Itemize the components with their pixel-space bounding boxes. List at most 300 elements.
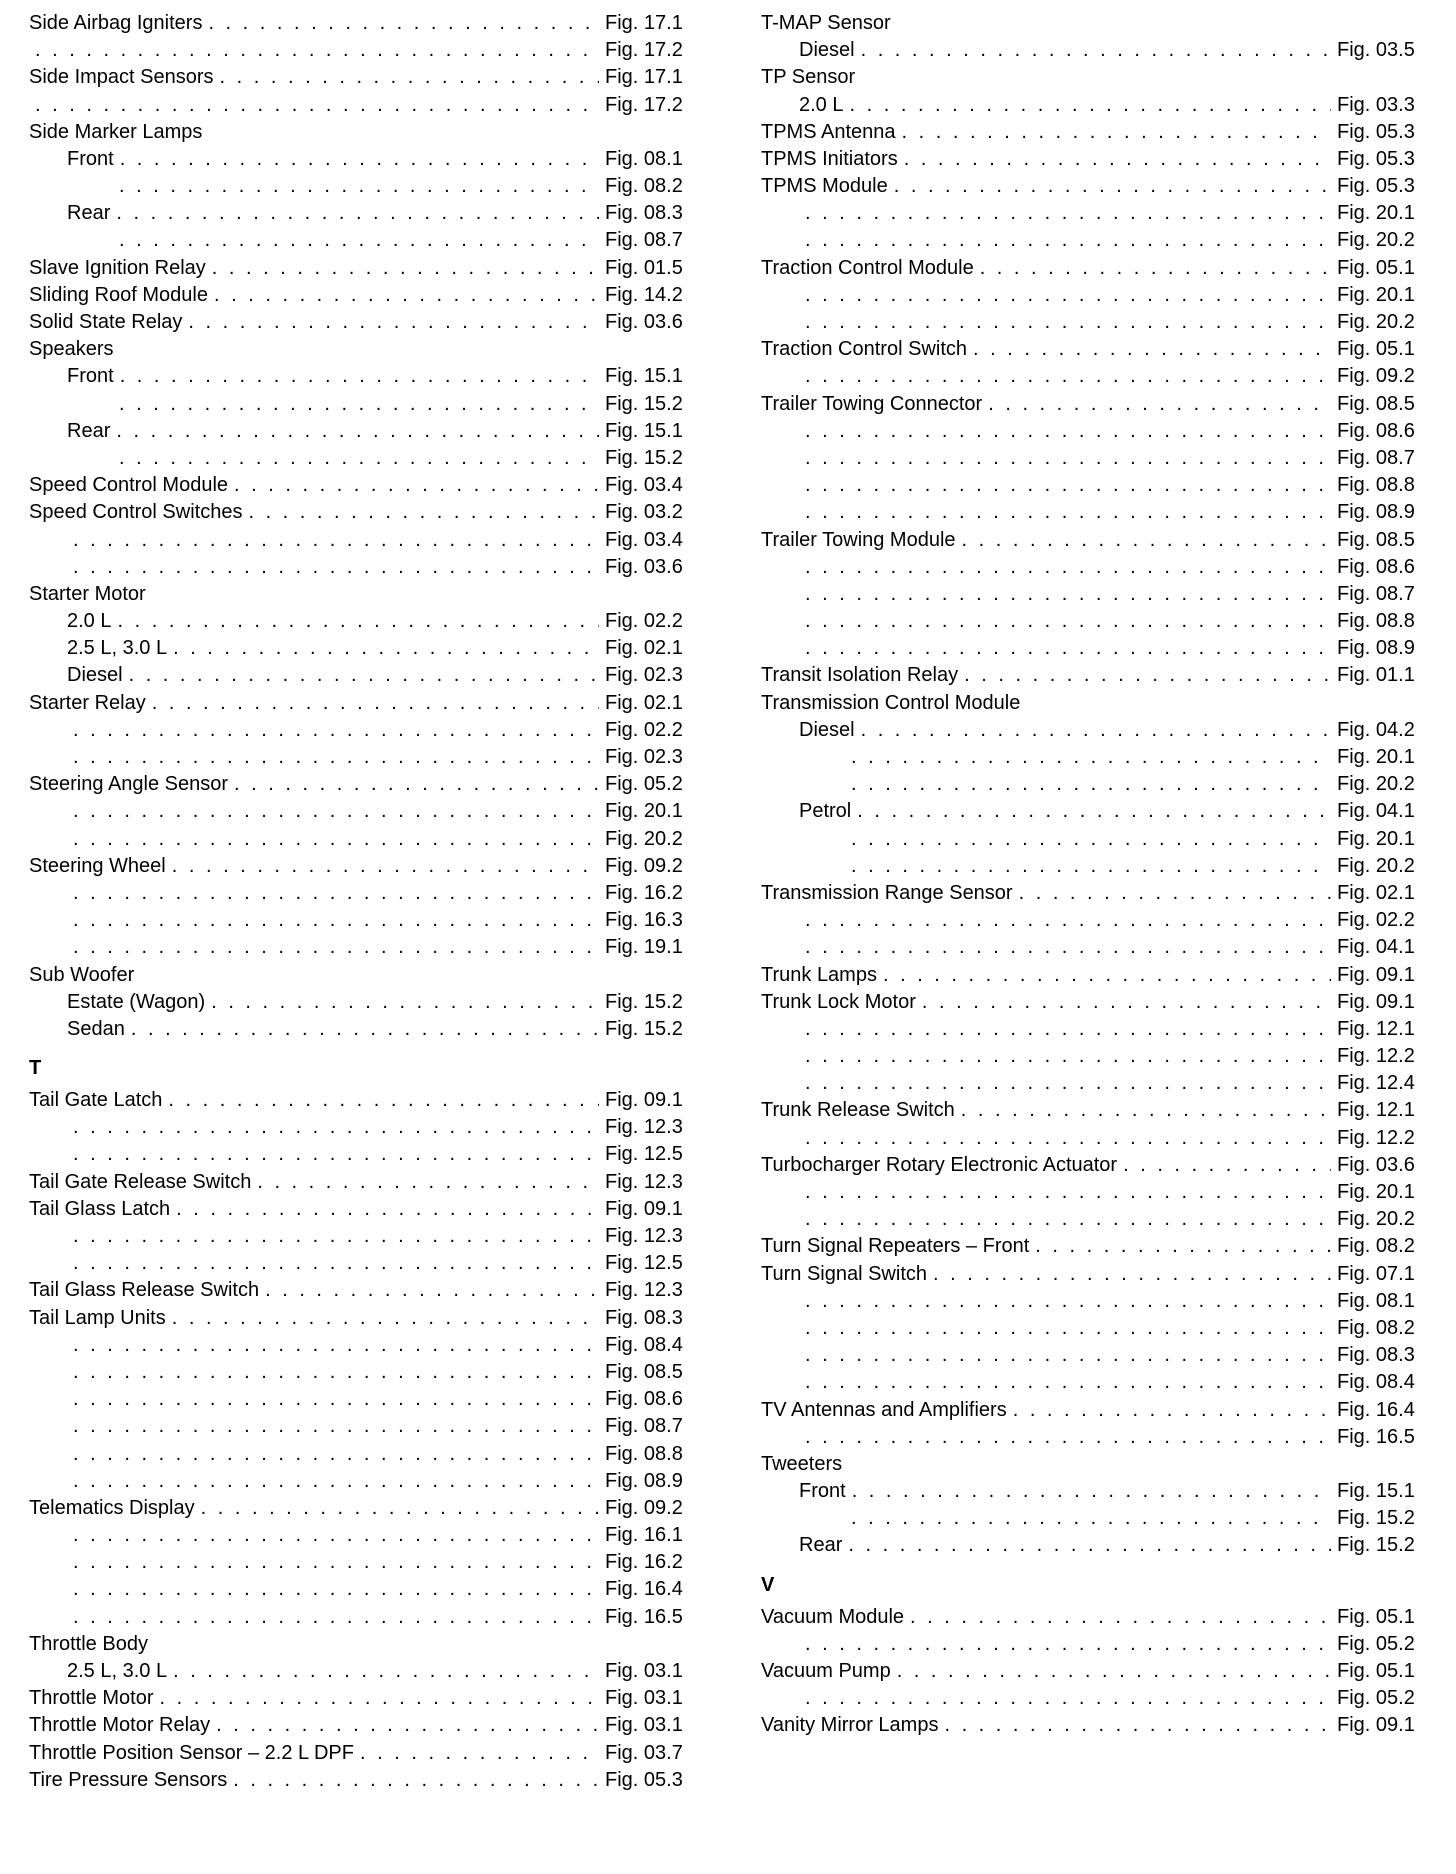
figure-reference: Fig. 07.1 xyxy=(1337,1262,1415,1285)
index-entry xyxy=(761,608,1421,635)
figure-reference: Fig. 09.1 xyxy=(1337,963,1415,986)
dot-leader xyxy=(212,255,599,282)
dot-leader xyxy=(988,391,1331,418)
figure-reference: Fig. 08.1 xyxy=(605,147,683,170)
figure-reference: Fig. 08.6 xyxy=(605,1388,683,1411)
index-entry xyxy=(29,282,689,309)
dot-leader xyxy=(208,10,599,37)
entry-label: 2.0 L xyxy=(799,93,844,116)
dot-leader xyxy=(805,1043,1331,1070)
entry-label: Sliding Roof Module xyxy=(29,283,208,306)
figure-reference: Fig. 03.4 xyxy=(605,474,683,497)
entry-label: Trunk Lock Motor xyxy=(761,990,916,1013)
entry-label: Traction Control Module xyxy=(761,256,974,279)
index-entry xyxy=(761,826,1421,853)
entry-label: Starter Motor xyxy=(29,582,146,605)
dot-leader xyxy=(857,798,1331,825)
dot-leader xyxy=(848,1532,1331,1559)
index-entry xyxy=(29,1114,689,1141)
figure-reference: Fig. 17.1 xyxy=(605,11,683,34)
dot-leader xyxy=(851,1505,1331,1532)
figure-reference: Fig. 19.1 xyxy=(605,936,683,959)
index-entry xyxy=(29,989,689,1016)
index-entry xyxy=(29,336,689,363)
index-entry xyxy=(761,1478,1421,1505)
dot-leader xyxy=(152,690,599,717)
dot-leader xyxy=(851,771,1331,798)
index-entry xyxy=(761,1424,1421,1451)
figure-reference: Fig. 12.2 xyxy=(1337,1045,1415,1068)
section-letter-t: T xyxy=(29,1057,42,1080)
entry-label: Tail Gate Latch xyxy=(29,1089,163,1112)
figure-reference: Fig. 08.7 xyxy=(1337,582,1415,605)
index-entry xyxy=(761,1658,1421,1685)
figure-reference: Fig. 09.1 xyxy=(1337,990,1415,1013)
dot-leader xyxy=(188,309,599,336)
dot-leader xyxy=(805,1070,1331,1097)
dot-leader xyxy=(220,64,599,91)
entry-label: Front xyxy=(799,1480,846,1503)
dot-leader xyxy=(35,37,599,64)
index-entry xyxy=(761,989,1421,1016)
figure-reference: Fig. 15.2 xyxy=(1337,1534,1415,1557)
index-entry xyxy=(761,499,1421,526)
dot-leader xyxy=(805,907,1331,934)
figure-reference: Fig. 09.2 xyxy=(1337,365,1415,388)
figure-reference: Fig. 02.1 xyxy=(605,637,683,660)
index-entry xyxy=(761,1342,1421,1369)
dot-leader xyxy=(805,1206,1331,1233)
entry-label: Turbocharger Rotary Electronic Actuator xyxy=(761,1153,1118,1176)
figure-reference: Fig. 16.3 xyxy=(605,909,683,932)
index-entry xyxy=(29,690,689,717)
dot-leader xyxy=(248,499,599,526)
index-entry xyxy=(761,200,1421,227)
dot-leader xyxy=(73,1141,599,1168)
dot-leader xyxy=(849,92,1331,119)
dot-leader xyxy=(962,527,1331,554)
index-entry xyxy=(29,1332,689,1359)
index-entry xyxy=(29,64,689,91)
figure-reference: Fig. 05.1 xyxy=(1337,1660,1415,1683)
dot-leader xyxy=(805,1342,1331,1369)
index-entry xyxy=(761,1397,1421,1424)
index-column-left xyxy=(29,10,689,1794)
index-entry xyxy=(29,1413,689,1440)
index-entry xyxy=(29,1305,689,1332)
index-entry xyxy=(29,1658,689,1685)
dot-leader xyxy=(265,1277,599,1304)
entry-label: Throttle Body xyxy=(29,1632,148,1655)
dot-leader xyxy=(201,1495,599,1522)
figure-reference: Fig. 20.1 xyxy=(1337,202,1415,225)
index-entry xyxy=(29,1549,689,1576)
figure-reference: Fig. 20.1 xyxy=(1337,283,1415,306)
figure-reference: Fig. 15.1 xyxy=(605,419,683,442)
dot-leader xyxy=(360,1740,599,1767)
figure-reference: Fig. 16.2 xyxy=(605,1551,683,1574)
figure-reference: Fig. 08.3 xyxy=(1337,1344,1415,1367)
index-entry xyxy=(761,418,1421,445)
entry-label: Starter Relay xyxy=(29,691,146,714)
dot-leader xyxy=(902,119,1331,146)
figure-reference: Fig. 02.2 xyxy=(1337,909,1415,932)
dot-leader xyxy=(851,744,1331,771)
figure-reference: Fig. 05.3 xyxy=(1337,120,1415,143)
index-entry xyxy=(29,255,689,282)
entry-label: Trailer Towing Module xyxy=(761,528,956,551)
index-entry xyxy=(29,962,689,989)
entry-label: Turn Signal Repeaters – Front xyxy=(761,1235,1030,1258)
dot-leader xyxy=(805,282,1331,309)
index-entry xyxy=(29,200,689,227)
figure-reference: Fig. 17.1 xyxy=(605,66,683,89)
index-entry xyxy=(29,1767,689,1794)
entry-label: Throttle Position Sensor – 2.2 L DPF xyxy=(29,1741,354,1764)
entry-label: Vacuum Pump xyxy=(761,1660,891,1683)
figure-reference: Fig. 15.1 xyxy=(605,365,683,388)
figure-reference: Fig. 08.5 xyxy=(1337,392,1415,415)
index-entry xyxy=(761,1233,1421,1260)
index-entry xyxy=(29,472,689,499)
figure-reference: Fig. 12.1 xyxy=(1337,1017,1415,1040)
dot-leader xyxy=(73,1522,599,1549)
entry-label: Tail Gate Release Switch xyxy=(29,1170,252,1193)
figure-reference: Fig. 05.3 xyxy=(605,1768,683,1791)
entry-label: Tail Glass Release Switch xyxy=(29,1279,260,1302)
figure-reference: Fig. 08.2 xyxy=(1337,1235,1415,1258)
dot-leader xyxy=(73,1386,599,1413)
dot-leader xyxy=(73,1332,599,1359)
dot-leader xyxy=(1019,880,1331,907)
index-entry xyxy=(29,1441,689,1468)
figure-reference: Fig. 08.8 xyxy=(1337,610,1415,633)
index-entry xyxy=(761,445,1421,472)
figure-reference: Fig. 05.1 xyxy=(1337,256,1415,279)
figure-reference: Fig. 20.1 xyxy=(605,800,683,823)
entry-label: 2.5 L, 3.0 L xyxy=(67,637,168,660)
dot-leader xyxy=(922,989,1331,1016)
index-entry xyxy=(29,391,689,418)
figure-reference: Fig. 08.9 xyxy=(605,1469,683,1492)
index-entry xyxy=(29,1250,689,1277)
index-entry xyxy=(761,309,1421,336)
dot-leader xyxy=(1035,1233,1331,1260)
dot-leader xyxy=(73,717,599,744)
dot-leader xyxy=(234,771,599,798)
dot-leader xyxy=(805,608,1331,635)
index-entry xyxy=(29,92,689,119)
index-entry xyxy=(29,581,689,608)
dot-leader xyxy=(851,826,1331,853)
index-entry xyxy=(29,880,689,907)
figure-reference: Fig. 02.2 xyxy=(605,610,683,633)
dot-leader xyxy=(129,662,599,689)
figure-reference: Fig. 12.3 xyxy=(605,1279,683,1302)
index-entry xyxy=(29,1468,689,1495)
entry-label: Sub Woofer xyxy=(29,963,135,986)
dot-leader xyxy=(861,37,1331,64)
figure-reference: Fig. 09.2 xyxy=(605,854,683,877)
dot-leader xyxy=(961,1097,1331,1124)
entry-label: Transit Isolation Relay xyxy=(761,664,959,687)
index-entry xyxy=(761,119,1421,146)
entry-label: TPMS Initiators xyxy=(761,147,898,170)
figure-reference: Fig. 09.1 xyxy=(1337,1714,1415,1737)
index-entry xyxy=(29,934,689,961)
figure-reference: Fig. 02.3 xyxy=(605,664,683,687)
dot-leader xyxy=(131,1016,599,1043)
index-entry xyxy=(761,690,1421,717)
dot-leader xyxy=(117,608,599,635)
index-entry xyxy=(761,1685,1421,1712)
index-entry xyxy=(29,826,689,853)
figure-reference: Fig. 12.3 xyxy=(605,1170,683,1193)
entry-label: Front xyxy=(67,147,114,170)
entry-label: Transmission Range Sensor xyxy=(761,881,1013,904)
dot-leader xyxy=(159,1685,599,1712)
figure-reference: Fig. 08.6 xyxy=(1337,555,1415,578)
dot-leader xyxy=(805,227,1331,254)
figure-reference: Fig. 20.2 xyxy=(1337,854,1415,877)
figure-reference: Fig. 05.3 xyxy=(1337,147,1415,170)
dot-leader xyxy=(119,445,599,472)
figure-reference: Fig. 20.2 xyxy=(1337,311,1415,334)
figure-reference: Fig. 05.2 xyxy=(1337,1687,1415,1710)
figure-reference: Fig. 08.5 xyxy=(1337,528,1415,551)
index-entry xyxy=(761,907,1421,934)
figure-reference: Fig. 15.2 xyxy=(605,990,683,1013)
index-entry xyxy=(761,962,1421,989)
figure-reference: Fig. 02.1 xyxy=(605,691,683,714)
dot-leader xyxy=(234,472,599,499)
index-entry xyxy=(761,527,1421,554)
figure-reference: Fig. 03.3 xyxy=(1337,93,1415,116)
entry-label: Vacuum Module xyxy=(761,1605,905,1628)
dot-leader xyxy=(73,934,599,961)
index-entry xyxy=(761,1712,1421,1739)
entry-label: Side Marker Lamps xyxy=(29,120,203,143)
dot-leader xyxy=(805,934,1331,961)
dot-leader xyxy=(119,227,599,254)
figure-reference: Fig. 08.6 xyxy=(1337,419,1415,442)
index-entry xyxy=(29,418,689,445)
dot-leader xyxy=(172,1305,599,1332)
index-entry xyxy=(29,527,689,554)
index-entry xyxy=(761,934,1421,961)
dot-leader xyxy=(120,146,599,173)
figure-reference: Fig. 08.3 xyxy=(605,1306,683,1329)
index-entry xyxy=(29,1712,689,1739)
dot-leader xyxy=(805,1288,1331,1315)
index-entry xyxy=(761,581,1421,608)
figure-reference: Fig. 03.6 xyxy=(605,555,683,578)
figure-reference: Fig. 20.2 xyxy=(1337,229,1415,252)
figure-reference: Fig. 16.4 xyxy=(605,1578,683,1601)
entry-label: Tail Lamp Units xyxy=(29,1306,166,1329)
figure-reference: Fig. 05.1 xyxy=(1337,338,1415,361)
index-entry xyxy=(29,146,689,173)
entry-label: Front xyxy=(67,365,114,388)
figure-reference: Fig. 03.7 xyxy=(605,1741,683,1764)
dot-leader xyxy=(805,581,1331,608)
entry-label: Solid State Relay xyxy=(29,311,183,334)
dot-leader xyxy=(116,200,599,227)
entry-label: Estate (Wagon) xyxy=(67,990,206,1013)
figure-reference: Fig. 16.2 xyxy=(605,881,683,904)
dot-leader xyxy=(73,1576,599,1603)
index-entry xyxy=(29,1223,689,1250)
index-entry xyxy=(761,853,1421,880)
figure-reference: Fig. 08.8 xyxy=(605,1442,683,1465)
figure-reference: Fig. 08.2 xyxy=(1337,1316,1415,1339)
dot-leader xyxy=(1013,1397,1331,1424)
dot-leader xyxy=(73,1441,599,1468)
entry-label: 2.5 L, 3.0 L xyxy=(67,1660,168,1683)
figure-reference: Fig. 15.1 xyxy=(1337,1480,1415,1503)
index-entry xyxy=(29,771,689,798)
entry-label: Rear xyxy=(799,1534,843,1557)
dot-leader xyxy=(73,1549,599,1576)
figure-reference: Fig. 17.2 xyxy=(605,39,683,62)
dot-leader xyxy=(805,1125,1331,1152)
figure-reference: Fig. 03.1 xyxy=(605,1660,683,1683)
entry-label: Rear xyxy=(67,419,111,442)
figure-reference: Fig. 08.1 xyxy=(1337,1289,1415,1312)
entry-label: Steering Wheel xyxy=(29,854,166,877)
entry-label: TP Sensor xyxy=(761,66,856,89)
index-entry xyxy=(761,1604,1421,1631)
index-entry xyxy=(29,1169,689,1196)
index-entry xyxy=(29,1495,689,1522)
dot-leader xyxy=(73,1223,599,1250)
dot-leader xyxy=(894,173,1331,200)
dot-leader xyxy=(910,1604,1331,1631)
index-entry xyxy=(761,554,1421,581)
index-column-right xyxy=(761,10,1421,1740)
index-entry xyxy=(761,228,1421,255)
index-entry xyxy=(761,1070,1421,1097)
entry-label: Side Impact Sensors xyxy=(29,66,214,89)
figure-reference: Fig. 09.1 xyxy=(605,1089,683,1112)
index-entry xyxy=(761,1369,1421,1396)
dot-leader xyxy=(897,1658,1331,1685)
dot-leader xyxy=(861,717,1331,744)
index-entry xyxy=(761,1098,1421,1125)
entry-label: Vanity Mirror Lamps xyxy=(761,1714,939,1737)
index-entry xyxy=(761,92,1421,119)
index-entry xyxy=(29,1277,689,1304)
dot-leader xyxy=(1123,1152,1331,1179)
index-entry xyxy=(29,1142,689,1169)
index-entry xyxy=(761,1179,1421,1206)
entry-label: Diesel xyxy=(67,664,123,687)
dot-leader xyxy=(73,1413,599,1440)
index-entry xyxy=(29,445,689,472)
index-entry xyxy=(29,1386,689,1413)
index-entry xyxy=(761,1043,1421,1070)
entry-label: Traction Control Switch xyxy=(761,338,967,361)
figure-reference: Fig. 03.1 xyxy=(605,1714,683,1737)
index-entry xyxy=(29,363,689,390)
index-entry xyxy=(761,717,1421,744)
dot-leader xyxy=(35,92,599,119)
index-entry xyxy=(29,1685,689,1712)
figure-reference: Fig. 03.4 xyxy=(605,528,683,551)
figure-reference: Fig. 03.5 xyxy=(1337,39,1415,62)
entry-label: Tweeters xyxy=(761,1452,843,1475)
figure-reference: Fig. 02.2 xyxy=(605,718,683,741)
entry-label: TV Antennas and Amplifiers xyxy=(761,1398,1007,1421)
dot-leader xyxy=(805,1016,1331,1043)
dot-leader xyxy=(120,363,599,390)
dot-leader xyxy=(173,1658,599,1685)
dot-leader xyxy=(73,826,599,853)
dot-leader xyxy=(805,1179,1331,1206)
entry-label: Speakers xyxy=(29,338,114,361)
dot-leader xyxy=(805,1685,1331,1712)
figure-reference: Fig. 03.2 xyxy=(605,501,683,524)
entry-label: Petrol xyxy=(799,800,852,823)
figure-reference: Fig. 05.2 xyxy=(605,773,683,796)
entry-label: 2.0 L xyxy=(67,610,112,633)
index-entry xyxy=(761,64,1421,91)
dot-leader xyxy=(852,1478,1331,1505)
index-entry xyxy=(29,119,689,146)
index-entry xyxy=(761,363,1421,390)
index-entry xyxy=(29,1740,689,1767)
index-entry xyxy=(29,744,689,771)
index-entry xyxy=(761,1016,1421,1043)
dot-leader xyxy=(73,1604,599,1631)
figure-reference: Fig. 03.6 xyxy=(1337,1153,1415,1176)
figure-reference: Fig. 02.3 xyxy=(605,746,683,769)
figure-reference: Fig. 20.2 xyxy=(605,827,683,850)
dot-leader xyxy=(851,853,1331,880)
entry-label: Trailer Towing Connector xyxy=(761,392,983,415)
dot-leader xyxy=(964,662,1331,689)
figure-reference: Fig. 08.4 xyxy=(605,1333,683,1356)
entry-label: Turn Signal Switch xyxy=(761,1262,927,1285)
index-entry xyxy=(761,1505,1421,1532)
entry-label: Rear xyxy=(67,202,111,225)
dot-leader xyxy=(973,336,1331,363)
dot-leader xyxy=(233,1767,599,1794)
index-entry xyxy=(761,744,1421,771)
figure-reference: Fig. 08.4 xyxy=(1337,1371,1415,1394)
index-entry xyxy=(761,771,1421,798)
section-letter-v: V xyxy=(761,1573,775,1596)
figure-reference: Fig. 14.2 xyxy=(605,283,683,306)
entry-label: Trunk Release Switch xyxy=(761,1099,955,1122)
index-entry xyxy=(29,1196,689,1223)
index-entry xyxy=(29,10,689,37)
figure-reference: Fig. 15.2 xyxy=(1337,1507,1415,1530)
entry-label: Speed Control Module xyxy=(29,474,229,497)
entry-label: Telematics Display xyxy=(29,1496,195,1519)
dot-leader xyxy=(73,1468,599,1495)
figure-reference: Fig. 08.2 xyxy=(605,175,683,198)
dot-leader xyxy=(805,1424,1331,1451)
figure-reference: Fig. 16.1 xyxy=(605,1524,683,1547)
figure-reference: Fig. 05.2 xyxy=(1337,1632,1415,1655)
dot-leader xyxy=(805,499,1331,526)
figure-reference: Fig. 15.2 xyxy=(605,446,683,469)
dot-leader xyxy=(805,1315,1331,1342)
figure-reference: Fig. 09.2 xyxy=(605,1496,683,1519)
figure-reference: Fig. 15.2 xyxy=(605,392,683,415)
figure-reference: Fig. 08.8 xyxy=(1337,474,1415,497)
